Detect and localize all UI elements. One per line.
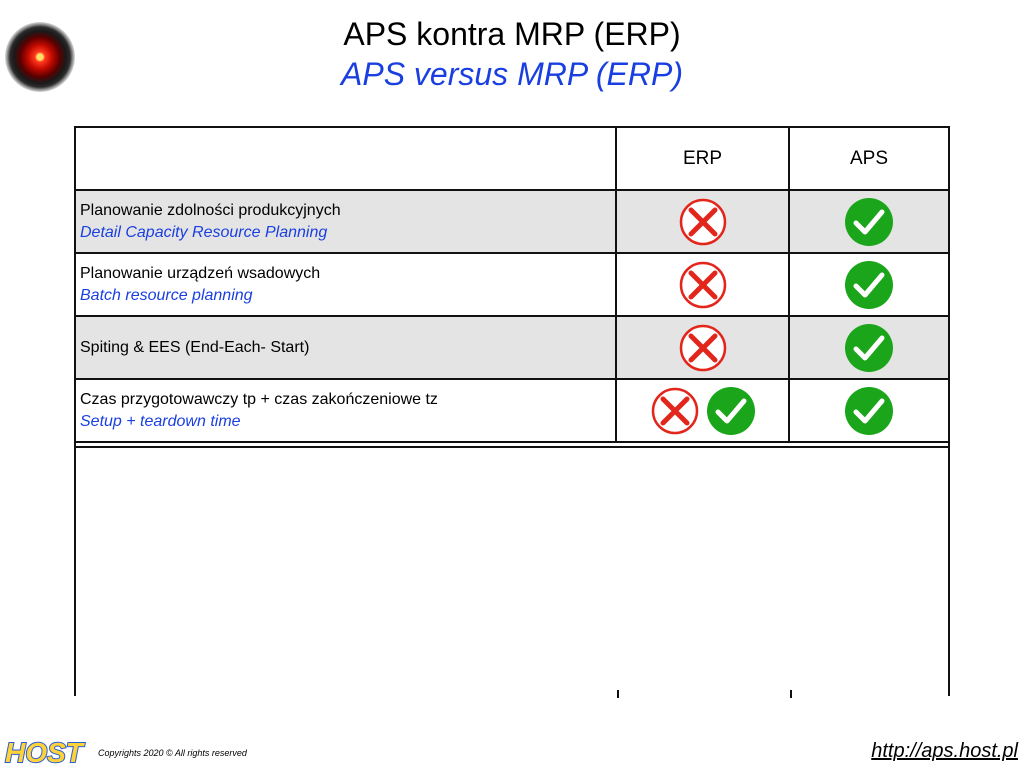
aps-cell: [790, 317, 948, 378]
header-cell-feature: [76, 128, 617, 189]
table-row: [76, 254, 948, 317]
table-row: [76, 191, 948, 254]
erp-cell: [617, 191, 790, 252]
table-row: [76, 380, 948, 443]
table-blank-area: [76, 446, 948, 696]
cross-icon: [678, 197, 728, 247]
feature-english: Setup + teardown time: [80, 412, 241, 430]
comparison-table: [74, 126, 950, 696]
svg-text:HOST: HOST: [5, 737, 83, 767]
header-erp: ERP: [682, 147, 723, 169]
check-icon: [844, 197, 894, 247]
cross-icon: [678, 323, 728, 373]
table-header-row: [76, 128, 948, 191]
aps-cell: [790, 380, 948, 441]
aps-cell: [790, 254, 948, 315]
table-row: [76, 317, 948, 380]
feature-cell: [76, 254, 617, 315]
website-link[interactable]: http://aps.host.pl: [871, 740, 1018, 762]
feature-polish: Planowanie zdolności produkcyjnych: [80, 201, 341, 219]
title-english: APS versus MRP (ERP): [341, 56, 683, 92]
feature-english: Detail Capacity Resource Planning: [80, 223, 328, 241]
feature-polish: Spiting & EES (End-Each- Start): [80, 338, 310, 356]
feature-polish: Planowanie urządzeń wsadowych: [80, 264, 321, 282]
cross-icon: [650, 386, 700, 436]
erp-cell: [617, 380, 790, 441]
header-aps: APS: [849, 147, 889, 169]
erp-cell: [617, 317, 790, 378]
check-icon: [706, 386, 756, 436]
check-icon: [844, 323, 894, 373]
header-cell-erp: [617, 128, 790, 189]
copyright-text: Copyrights 2020 © All rights reserved: [98, 748, 247, 758]
check-icon: [844, 386, 894, 436]
erp-cell: [617, 254, 790, 315]
feature-cell: [76, 317, 617, 378]
cross-icon: [678, 260, 728, 310]
feature-english: Batch resource planning: [80, 286, 253, 304]
aps-cell: [790, 191, 948, 252]
feature-polish: Czas przygotowawczy tp + czas zakończeniowe tz: [80, 390, 438, 408]
header-cell-aps: [790, 128, 948, 189]
host-logo: [0, 737, 88, 767]
title-block: [0, 14, 1024, 94]
feature-cell: [76, 380, 617, 441]
check-icon: [844, 260, 894, 310]
column-divider-tick: [617, 690, 619, 698]
title-polish: APS kontra MRP (ERP): [343, 16, 681, 52]
column-divider-tick: [790, 690, 792, 698]
feature-cell: [76, 191, 617, 252]
